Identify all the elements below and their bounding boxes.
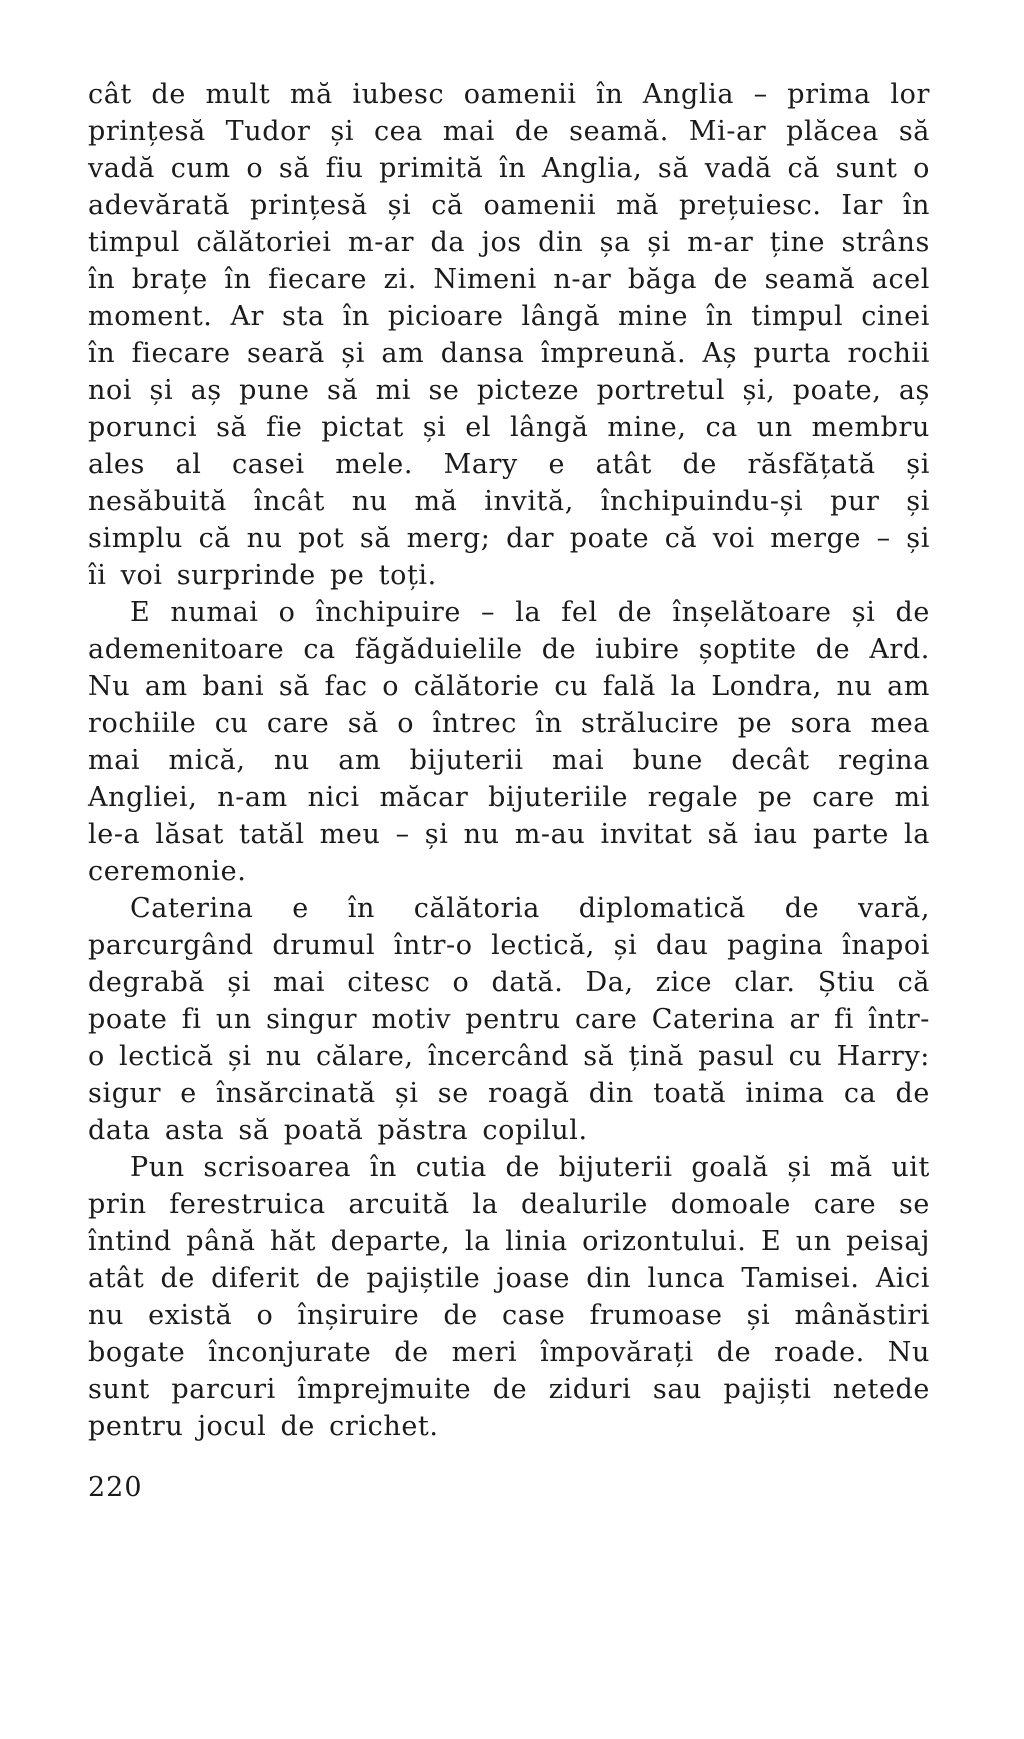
- paragraph-4: Pun scrisoarea în cutia de bijuterii goală și mă uit prin ferestruica arcuită la dealurile domoale care se întind până hăt departe, la linia orizontului. E un peisaj atât de diferit de pajiștile joase din lunca Tamisei. Aici nu există o înșiruire de case frumoase și mânăstiri bogate înconjurate de meri împovărați de roade. Nu sunt parcuri împrejmuite de ziduri sau pajiști netede pentru jocul de crichet.: [88, 1152, 930, 1442]
- page-number: 220: [88, 1472, 143, 1503]
- paragraph-1: cât de mult mă iubesc oamenii în Anglia – prima lor prințesă Tudor și cea mai de seamă. Mi-ar plăcea să vadă cum o să fiu primită în Anglia, să vadă că sunt o adevărată prințesă și că oamenii mă prețuiesc. Iar în timpul călătoriei m-ar da jos din șa și m-ar ține strâns în brațe în fiecare zi. Nimeni n-ar băga de seamă acel moment. Ar sta în picioare lângă mine în timpul cinei în fiecare seară și am dansa împreună. Aș purta rochii noi și aș pune să mi se picteze portretul și, poate, aș porunci să fie pictat și el lângă mine, ca un membru ales al casei mele. Mary e atât de răsfățată și nesăbuită încât nu mă invită, închipuindu-și pur și simplu că nu pot să merg; dar poate că voi merge – și îi voi surprinde pe toți.: [88, 79, 930, 591]
- page-text: [88, 76, 930, 1445]
- paragraph-3: Caterina e în călătoria diplomatică de vară, parcurgând drumul într-o lectică, și dau pagina înapoi degrabă și mai citesc o dată. Da, zice clar. Știu că poate fi un singur motiv pentru care Caterina ar fi într-o lectică și nu călare, încercând să țină pasul cu Harry: sigur e însărcinată și se roagă din toată inima ca de data asta să poată păstra copilul.: [88, 893, 930, 1146]
- paragraph-2: E numai o închipuire – la fel de înșelătoare și de ademenitoare ca făgăduielile de iubire șoptite de Ard. Nu am bani să fac o călătorie cu fală la Londra, nu am rochiile cu care să o întrec în strălucire pe sora mea mai mică, nu am bijuterii mai bune decât regina Angliei, n-am nici măcar bijuteriile regale pe care mi le-a lăsat tatăl meu – și nu m-au invitat să iau parte la ceremonie.: [88, 597, 930, 887]
